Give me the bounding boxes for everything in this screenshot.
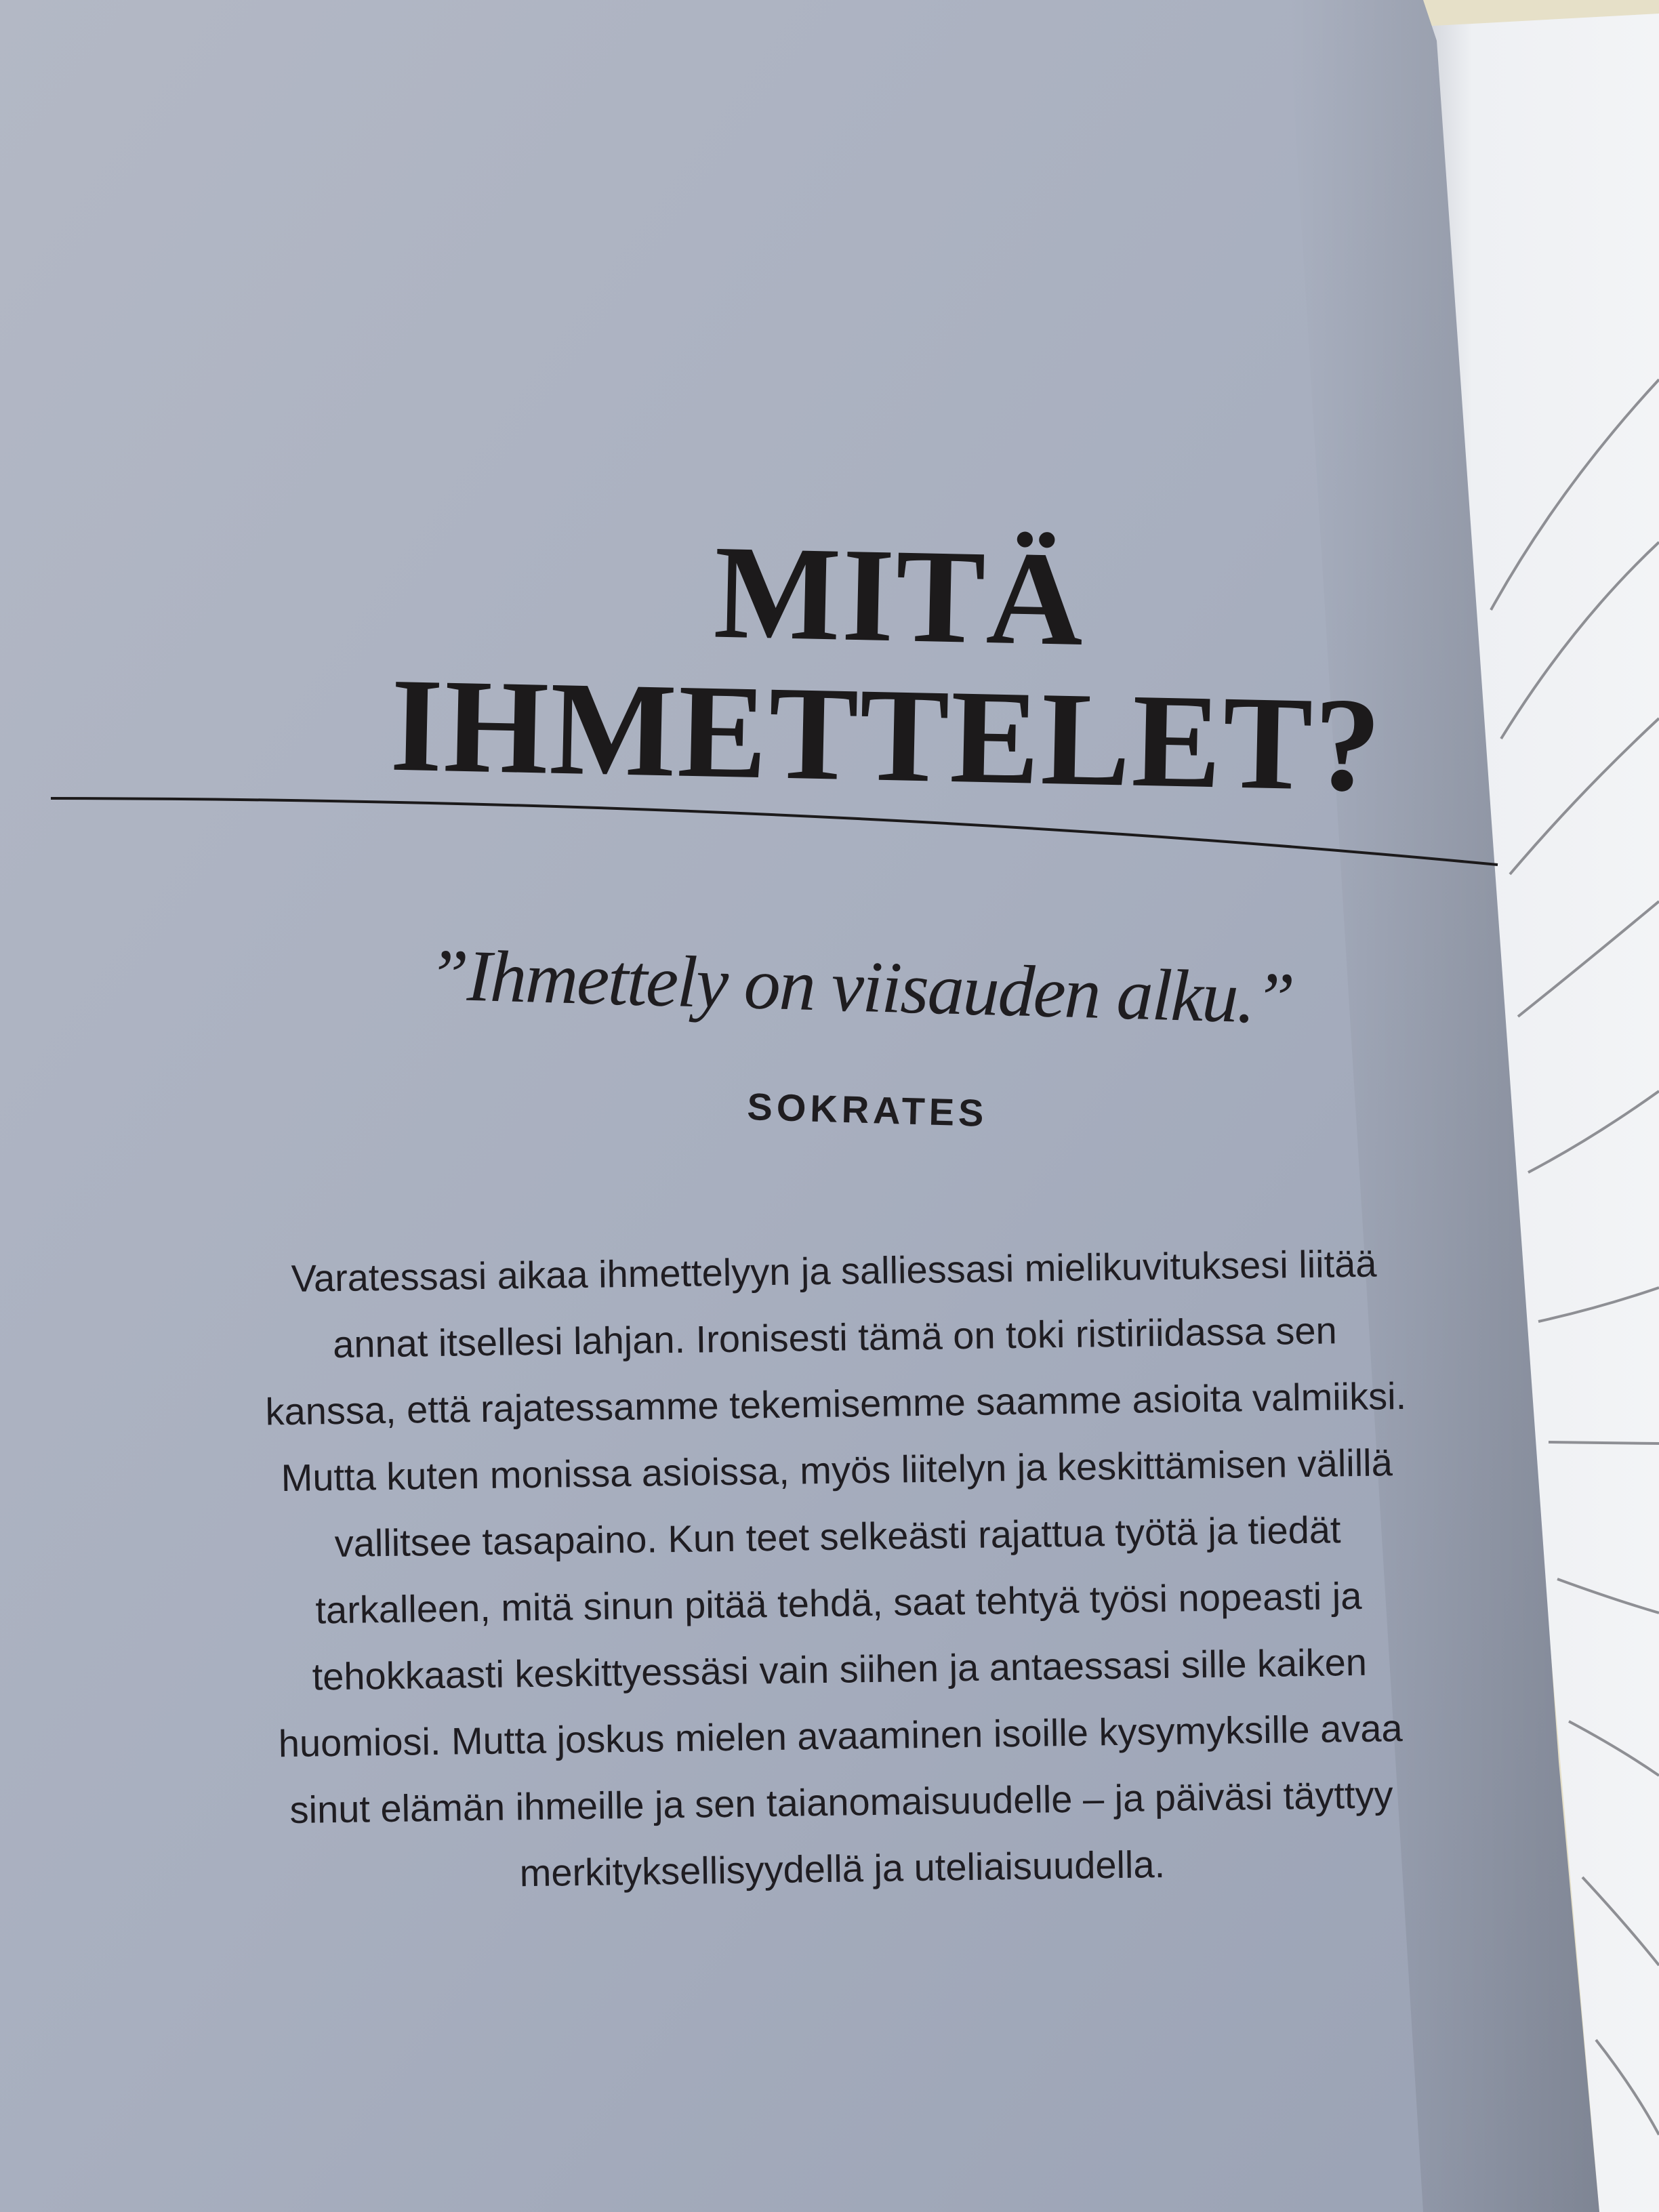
quote-text: ”Ihmettely on viisauden alku.” xyxy=(426,935,1295,1040)
body-line: annat itsellesi lahjan. Ironisesti tämä on toki ristiriidassa sen xyxy=(332,1309,1338,1366)
title-line-1: MITÄ xyxy=(712,517,1086,674)
body-line: Mutta kuten monissa asioissa, myös liitelyn ja keskittämisen välillä xyxy=(281,1441,1393,1500)
body-line: kanssa, että rajatessamme tekemisemme saamme asioita valmiiksi. xyxy=(265,1374,1407,1433)
page-title xyxy=(377,517,1399,820)
body-line: tarkalleen, mitä sinun pitää tehdä, saat tehtyä työsi nopeasti ja xyxy=(315,1574,1362,1632)
body-paragraph xyxy=(190,1229,1486,1910)
body-line: Varatessasi aikaa ihmettelyyn ja salliessasi mielikuvituksesi liitää xyxy=(291,1242,1377,1300)
body-line: vallitsee tasapaino. Kun teet selkeästi rajattua työtä ja tiedät xyxy=(334,1508,1341,1565)
body-line: huomiosi. Mutta joskus mielen avaaminen isoille kysymyksille avaa xyxy=(278,1706,1403,1765)
body-line: sinut elämän ihmeille ja sen taianomaisuudelle – ja päiväsi täyttyy xyxy=(289,1773,1393,1832)
title-line-2: IHMETTELET? xyxy=(389,650,1384,820)
body-line: tehokkaasti keskittyessäsi vain siihen ja antaessasi sille kaiken xyxy=(312,1640,1368,1698)
quote-author: SOKRATES xyxy=(746,1085,989,1134)
body-line: merkityksellisyydellä ja uteliaisuudella. xyxy=(519,1842,1166,1895)
